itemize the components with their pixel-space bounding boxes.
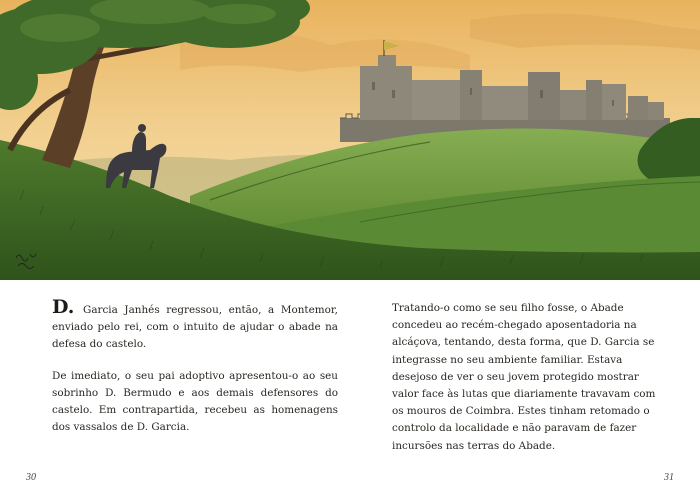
page-number-left: 30 [26,472,36,483]
page-number-right: 31 [664,472,674,483]
left-page-text [52,296,338,450]
drop-cap: D. [52,296,75,318]
left-paragraph-1 [52,296,338,354]
right-page-text [392,300,666,469]
left-paragraph-2: De imediato, o seu pai adoptivo apresentou-o ao seu sobrinho D. Bermudo e aos demais defensores do castelo. Em contrapartida, recebeu as homenagens dos vassalos de D. Garcia. [52,369,338,434]
left-paragraph-1-body: Garcia Janhés regressou, então, a Montemor, enviado pelo rei, com o intuito de ajudar o abade na defesa do castelo. [52,304,338,351]
right-paragraph-1: Tratando-o como se seu filho fosse, o Abade concedeu ao recém-chegado aposentadoria na alcáçova, tentando, desta forma, que D. Garcia se integrasse no seu ambiente familiar. Estava desejoso de ver o seu jovem protegido mostrar valor face às lutas que diariamente travavam com os mouros de Coimbra. Estes tinham retomado o controlo da localidade e não paravam de fazer incursões nas terras do Abade. [392,302,656,452]
